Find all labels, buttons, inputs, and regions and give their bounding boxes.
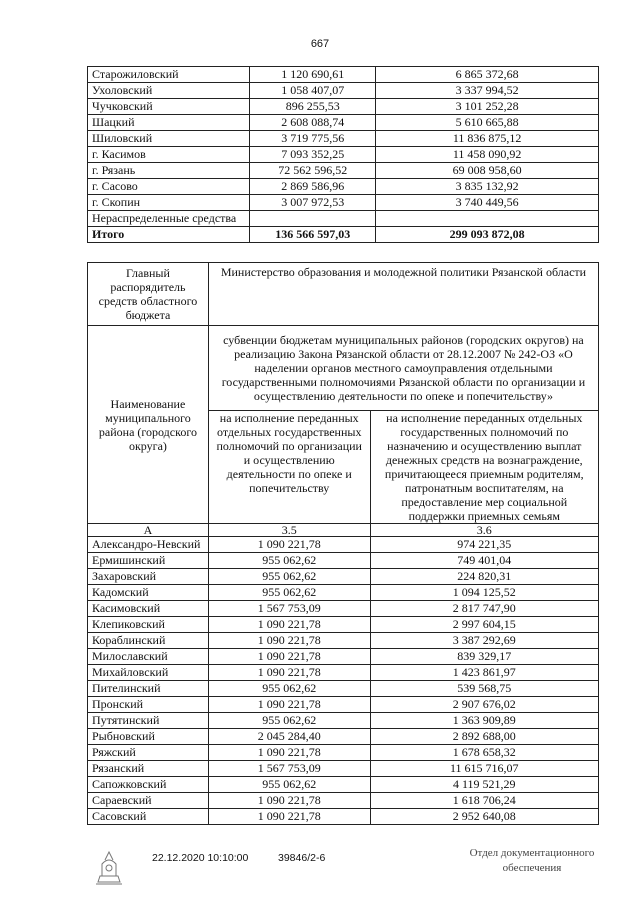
table-row xyxy=(88,67,599,83)
value-col2 xyxy=(376,211,599,227)
header-row-mid xyxy=(88,326,599,411)
district-name: г. Рязань xyxy=(88,163,250,179)
value-col1: 1 120 690,61 xyxy=(250,67,376,83)
value-col2: 11 458 090,92 xyxy=(376,147,599,163)
footer-doc-id: 39846/2-6 xyxy=(278,852,326,864)
header-col-foster-payments: на исполнение переданных отдельных государственных полномочий по назначению и осуществлению выплат денежных средств на вознаграждение, причитающееся приемным родителям, патронатным воспитателям, на предоставление мер социальной поддержки приемных семьям xyxy=(370,411,598,524)
value-col1: 3 719 775,56 xyxy=(250,131,376,147)
value-guardianship: 1 567 753,09 xyxy=(208,761,370,777)
district-name: Касимовский xyxy=(88,601,209,617)
table-row xyxy=(88,665,599,681)
value-foster-payments: 2 907 676,02 xyxy=(370,697,598,713)
value-col1: 136 566 597,03 xyxy=(250,227,376,243)
col-index-35: 3.5 xyxy=(208,524,370,537)
value-guardianship: 1 090 221,78 xyxy=(208,665,370,681)
value-col2: 5 610 665,88 xyxy=(376,115,599,131)
table-row xyxy=(88,585,599,601)
value-guardianship: 1 090 221,78 xyxy=(208,745,370,761)
table-row xyxy=(88,713,599,729)
value-guardianship: 1 090 221,78 xyxy=(208,633,370,649)
header-row-index xyxy=(88,524,599,537)
table-row xyxy=(88,211,599,227)
district-name: Сасовский xyxy=(88,809,209,825)
value-col1 xyxy=(250,211,376,227)
district-name: Клепиковский xyxy=(88,617,209,633)
table-row xyxy=(88,745,599,761)
table-row xyxy=(88,601,599,617)
page-number: 667 xyxy=(310,38,330,50)
table-row xyxy=(88,131,599,147)
table-row xyxy=(88,809,599,825)
value-col2: 3 740 449,56 xyxy=(376,195,599,211)
main-table xyxy=(87,262,599,825)
district-name: Рыбновский xyxy=(88,729,209,745)
district-name: Путятинский xyxy=(88,713,209,729)
top-table xyxy=(87,66,599,243)
header-main-distributor: Главный распорядитель средств областного бюджета xyxy=(88,263,209,326)
value-col2: 11 836 875,12 xyxy=(376,131,599,147)
value-guardianship: 955 062,62 xyxy=(208,553,370,569)
footer-datetime: 22.12.2020 10:10:00 xyxy=(152,852,249,864)
district-name: Михайловский xyxy=(88,665,209,681)
table-row xyxy=(88,147,599,163)
value-foster-payments: 2 997 604,15 xyxy=(370,617,598,633)
department-stamp: Отдел документационного обеспечения xyxy=(469,847,595,874)
district-name: г. Сасово xyxy=(88,179,250,195)
table-row xyxy=(88,553,599,569)
col-index-36: 3.6 xyxy=(370,524,598,537)
value-foster-payments: 749 401,04 xyxy=(370,553,598,569)
table-row xyxy=(88,99,599,115)
district-name: Ухоловский xyxy=(88,83,250,99)
district-name: Шиловский xyxy=(88,131,250,147)
value-col2: 6 865 372,68 xyxy=(376,67,599,83)
district-name: г. Скопин xyxy=(88,195,250,211)
value-col1: 3 007 972,53 xyxy=(250,195,376,211)
value-guardianship: 955 062,62 xyxy=(208,585,370,601)
table-row xyxy=(88,83,599,99)
header-subvention: субвенции бюджетам муниципальных районов (городских округов) на реализацию Закона Рязанской области от 28.12.2007 № 242-ОЗ «О наделении органов местного самоуправления отдельными государственными полномочиями Рязанской области по организации и осуществлению деятельности по опеке и попечительству» xyxy=(208,326,598,411)
district-name: Рязанский xyxy=(88,761,209,777)
value-guardianship: 955 062,62 xyxy=(208,777,370,793)
value-foster-payments: 4 119 521,29 xyxy=(370,777,598,793)
district-name: Кадомский xyxy=(88,585,209,601)
value-foster-payments: 2 952 640,08 xyxy=(370,809,598,825)
table-row xyxy=(88,761,599,777)
header-row-top xyxy=(88,263,599,326)
value-foster-payments: 974 221,35 xyxy=(370,537,598,553)
district-name: Милославский xyxy=(88,649,209,665)
district-name: Ермишинский xyxy=(88,553,209,569)
value-col1: 1 058 407,07 xyxy=(250,83,376,99)
value-foster-payments: 11 615 716,07 xyxy=(370,761,598,777)
value-foster-payments: 1 618 706,24 xyxy=(370,793,598,809)
value-foster-payments: 1 094 125,52 xyxy=(370,585,598,601)
table-row xyxy=(88,777,599,793)
value-guardianship: 955 062,62 xyxy=(208,713,370,729)
value-col1: 72 562 596,52 xyxy=(250,163,376,179)
district-name: Ряжский xyxy=(88,745,209,761)
district-name: Старожиловский xyxy=(88,67,250,83)
value-col1: 7 093 352,25 xyxy=(250,147,376,163)
value-foster-payments: 1 363 909,89 xyxy=(370,713,598,729)
value-foster-payments: 3 387 292,69 xyxy=(370,633,598,649)
table-row xyxy=(88,163,599,179)
district-name: Александро-Невский xyxy=(88,537,209,553)
district-name: Шацкий xyxy=(88,115,250,131)
value-foster-payments: 1 423 861,97 xyxy=(370,665,598,681)
value-col2: 299 093 872,08 xyxy=(376,227,599,243)
district-name: Сапожковский xyxy=(88,777,209,793)
district-name: Захаровский xyxy=(88,569,209,585)
value-foster-payments: 839 329,17 xyxy=(370,649,598,665)
table-row xyxy=(88,697,599,713)
value-guardianship: 1 090 221,78 xyxy=(208,793,370,809)
value-foster-payments: 1 678 658,32 xyxy=(370,745,598,761)
value-col2: 3 101 252,28 xyxy=(376,99,599,115)
value-col2: 3 337 994,52 xyxy=(376,83,599,99)
value-guardianship: 955 062,62 xyxy=(208,569,370,585)
district-name: Пронский xyxy=(88,697,209,713)
table-row xyxy=(88,115,599,131)
value-guardianship: 955 062,62 xyxy=(208,681,370,697)
table-row xyxy=(88,537,599,553)
value-col1: 2 869 586,96 xyxy=(250,179,376,195)
district-name: Чучковский xyxy=(88,99,250,115)
value-foster-payments: 2 817 747,90 xyxy=(370,601,598,617)
value-guardianship: 1 090 221,78 xyxy=(208,617,370,633)
district-name: Нераспределенные средства xyxy=(88,211,250,227)
table-row xyxy=(88,729,599,745)
header-col-guardianship: на исполнение переданных отдельных государственных полномочий по организации и осуществлению деятельности по опеке и попечительству xyxy=(208,411,370,524)
table-row xyxy=(88,179,599,195)
table-row xyxy=(88,793,599,809)
total-row xyxy=(88,227,599,243)
value-foster-payments: 2 892 688,00 xyxy=(370,729,598,745)
value-foster-payments: 224 820,31 xyxy=(370,569,598,585)
table-row xyxy=(88,617,599,633)
value-col1: 2 608 088,74 xyxy=(250,115,376,131)
value-guardianship: 1 090 221,78 xyxy=(208,537,370,553)
value-guardianship: 1 090 221,78 xyxy=(208,809,370,825)
header-municipality: Наименование муниципального района (городского округа) xyxy=(88,326,209,524)
value-col1: 896 255,53 xyxy=(250,99,376,115)
value-guardianship: 1 090 221,78 xyxy=(208,697,370,713)
table-row xyxy=(88,569,599,585)
value-guardianship: 1 090 221,78 xyxy=(208,649,370,665)
value-col2: 69 008 958,60 xyxy=(376,163,599,179)
district-name: г. Касимов xyxy=(88,147,250,163)
table-row xyxy=(88,649,599,665)
district-name: Сараевский xyxy=(88,793,209,809)
table-row xyxy=(88,195,599,211)
value-col2: 3 835 132,92 xyxy=(376,179,599,195)
value-foster-payments: 539 568,75 xyxy=(370,681,598,697)
value-guardianship: 2 045 284,40 xyxy=(208,729,370,745)
value-guardianship: 1 567 753,09 xyxy=(208,601,370,617)
district-name: Итого xyxy=(88,227,250,243)
coat-of-arms-icon xyxy=(92,846,126,886)
table-row xyxy=(88,633,599,649)
table-row xyxy=(88,681,599,697)
district-name: Кораблинский xyxy=(88,633,209,649)
col-index-a: А xyxy=(88,524,209,537)
header-ministry: Министерство образования и молодежной политики Рязанской области xyxy=(208,263,598,326)
district-name: Пителинский xyxy=(88,681,209,697)
